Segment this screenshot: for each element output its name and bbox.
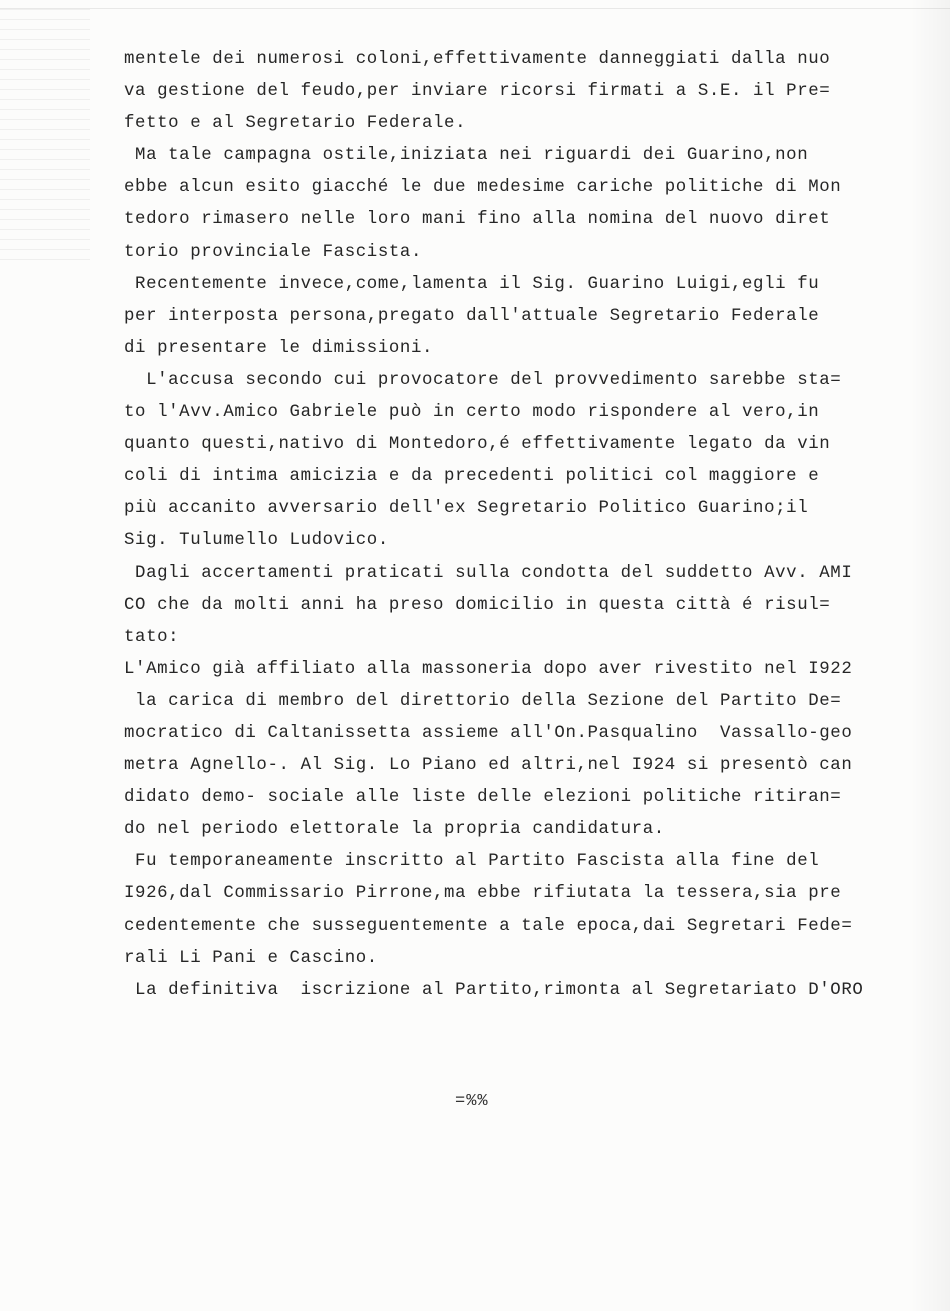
text-line: mocratico di Caltanissetta assieme all'On.Pasqualino Vassallo-geo — [124, 723, 853, 743]
text-line: L'accusa secondo cui provocatore del provvedimento sarebbe sta= — [124, 370, 842, 390]
text-line: La definitiva iscrizione al Partito,rimonta al Segretariato D'ORO — [124, 980, 864, 1000]
text-line: L'Amico già affiliato alla massoneria dopo aver rivestito nel I922 — [124, 659, 853, 679]
text-line: la carica di membro del direttorio della Sezione del Partito De= — [124, 691, 842, 711]
text-line: tato: — [124, 627, 180, 647]
text-line: CO che da molti anni ha preso domicilio in questa città é risul= — [124, 595, 831, 615]
text-line: cedentemente che susseguentemente a tale epoca,dai Segretari Fede= — [124, 916, 853, 936]
text-line: coli di intima amicizia e da precedenti politici col maggiore e — [124, 467, 820, 487]
text-line: ebbe alcun esito giacché le due medesime cariche politiche di Mon — [124, 178, 842, 198]
text-line: Dagli accertamenti praticati sulla condotta del suddetto Avv. AMI — [124, 563, 853, 583]
scan-artifact-right — [910, 0, 950, 1311]
text-line: mentele dei numerosi coloni,effettivamente danneggiati dalla nuo — [124, 50, 831, 69]
text-line: tedoro rimasero nelle loro mani fino alla nomina del nuovo diret — [124, 210, 831, 230]
text-line: va gestione del feudo,per inviare ricorsi firmati a S.E. il Pre= — [124, 82, 831, 102]
text-line: fetto e al Segretario Federale. — [124, 114, 467, 134]
text-line: I926,dal Commissario Pirrone,ma ebbe rifiutata la tessera,sia pre — [124, 884, 842, 904]
typewritten-body — [124, 44, 914, 1007]
text-line: metra Agnello-. Al Sig. Lo Piano ed altri,nel I924 si presentò can — [124, 756, 853, 776]
text-line: Ma tale campagna ostile,iniziata nei riguardi dei Guarino,non — [124, 146, 809, 166]
text-line: Sig. Tulumello Ludovico. — [124, 531, 389, 551]
text-line: Fu temporaneamente inscritto al Partito Fascista alla fine del — [124, 852, 820, 872]
text-line: per interposta persona,pregato dall'attuale Segretario Federale — [124, 306, 820, 326]
text-line: to l'Avv.Amico Gabriele può in certo modo rispondere al vero,in — [124, 403, 820, 423]
text-line: quanto questi,nativo di Montedoro,é effettivamente legato da vin — [124, 435, 831, 455]
text-line: rali Li Pani e Cascino. — [124, 948, 378, 968]
text-line: do nel periodo elettorale la propria candidatura. — [124, 820, 665, 840]
text-line: torio provinciale Fascista. — [124, 242, 422, 262]
text-line: didato demo- sociale alle liste delle elezioni politiche ritiran= — [124, 788, 842, 808]
text-line: Recentemente invece,come,lamenta il Sig. Guarino Luigi,egli fu — [124, 274, 820, 294]
page-continuation-mark: =%% — [455, 1092, 489, 1111]
text-line: più accanito avversario dell'ex Segretario Politico Guarino;il — [124, 499, 809, 519]
scan-artifact-top — [0, 8, 950, 9]
scan-artifact-left — [0, 0, 90, 260]
text-line: di presentare le dimissioni. — [124, 338, 434, 358]
